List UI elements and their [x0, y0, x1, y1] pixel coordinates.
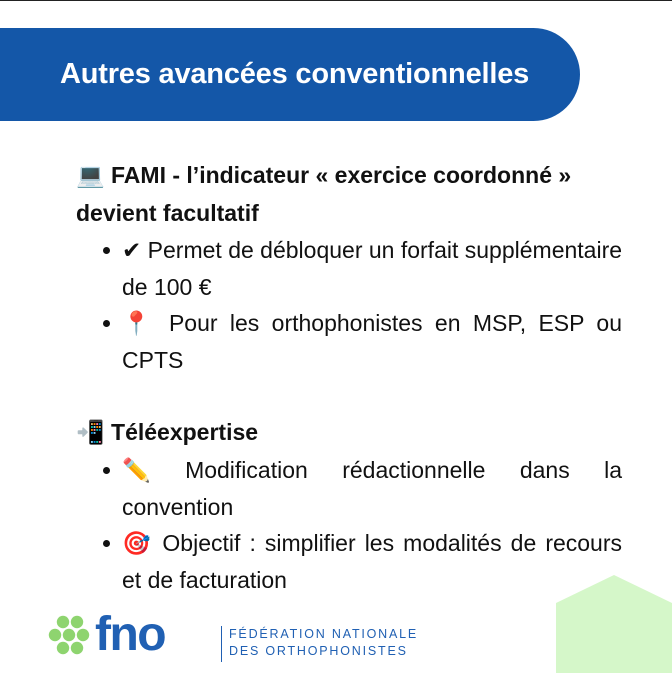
top-rule — [0, 0, 672, 1]
pencil-icon: ✏️ — [122, 458, 151, 484]
honeycomb-logo-icon — [47, 615, 93, 661]
list-item — [122, 305, 622, 378]
target-icon: 🎯 — [122, 531, 154, 557]
section-teleexpertise — [76, 414, 622, 598]
logo-divider — [221, 626, 222, 662]
bullet-list — [76, 452, 622, 598]
logo-subtitle-line1: FÉDÉRATION NATIONALE — [229, 627, 419, 641]
list-item — [122, 452, 622, 525]
bullet-list — [76, 232, 622, 378]
page-title: Autres avancées conventionnelles — [60, 58, 530, 90]
check-icon: ✔ — [122, 238, 142, 264]
section-heading — [76, 157, 622, 232]
section-fami — [76, 157, 622, 378]
list-item — [122, 525, 622, 598]
section-heading-text: Téléexpertise — [111, 419, 259, 445]
decorative-hexagon — [556, 575, 672, 673]
list-item-text: Objectif : simplifier les modalités de recours et de facturation — [122, 530, 623, 593]
list-item-text: Pour les orthophonistes en MSP, ESP ou CPTS — [122, 310, 623, 373]
section-heading-text: FAMI - l’indicateur « exercice coordonné » devient facultatif — [76, 162, 572, 226]
pin-icon: 📍 — [122, 311, 157, 337]
mobile-arrow-icon: 📲 — [76, 420, 105, 446]
list-item-text: Permet de débloquer un forfait supplémentaire de 100 € — [122, 237, 623, 300]
logo-subtitle-line2: DES ORTHOPHONISTES — [229, 644, 408, 658]
section-heading — [76, 414, 622, 452]
list-item-text: Modification rédactionnelle dans la convention — [122, 457, 623, 520]
logo-wordmark: fno — [95, 608, 166, 661]
laptop-icon: 💻 — [76, 163, 105, 189]
list-item — [122, 232, 622, 305]
